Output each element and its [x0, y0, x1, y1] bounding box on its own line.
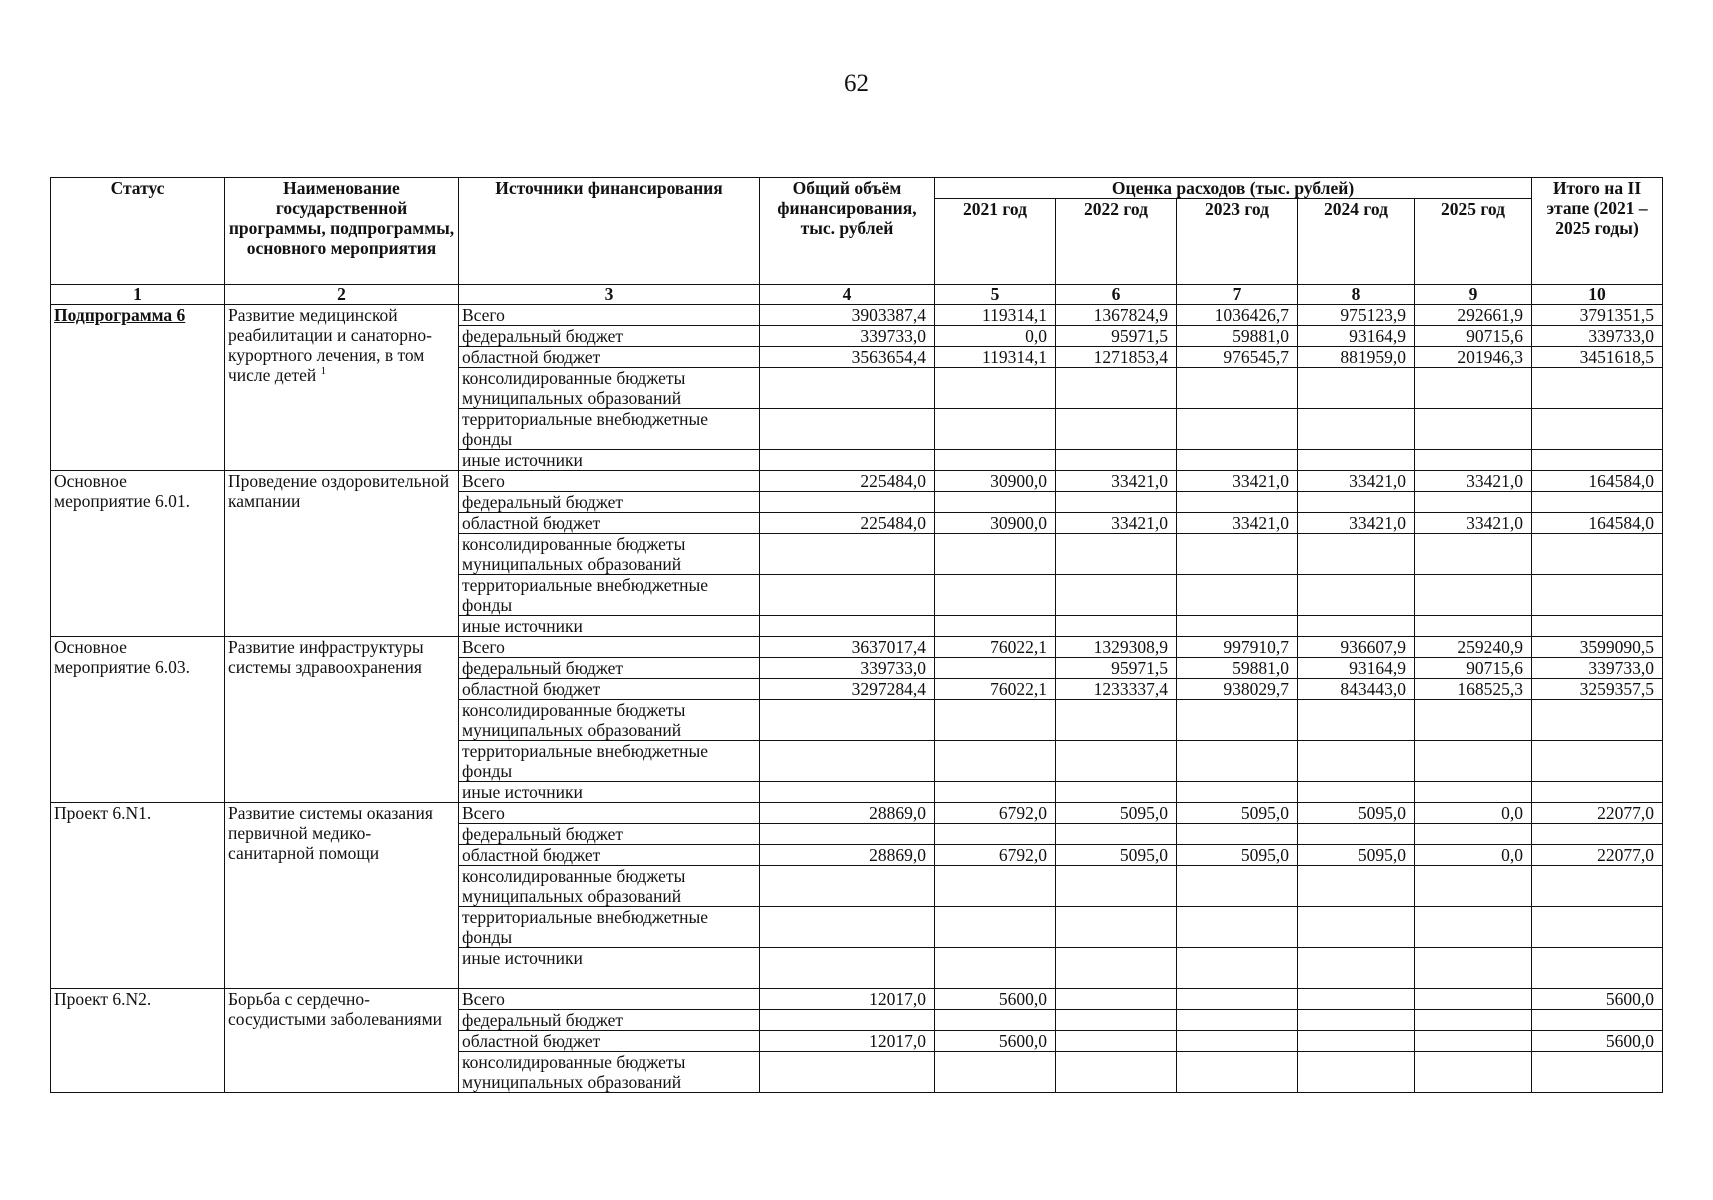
year-value-cell — [935, 700, 1056, 741]
year-value-cell: 259240,9 — [1415, 637, 1532, 658]
source-label: федеральный бюджет — [459, 492, 760, 513]
year-value-cell — [1298, 409, 1415, 450]
status-label: Основное мероприятие 6.03. — [54, 637, 191, 677]
year-value-cell — [1415, 1052, 1532, 1093]
year-value-cell: 5095,0 — [1056, 845, 1177, 866]
total-value-cell — [760, 534, 935, 575]
year-value-cell: 997910,7 — [1177, 637, 1298, 658]
status-cell — [51, 471, 225, 637]
stage-total-cell — [1532, 782, 1663, 803]
program-name-cell — [225, 989, 459, 1093]
year-value-cell: 201946,3 — [1415, 347, 1532, 368]
year-value-cell: 0,0 — [935, 326, 1056, 347]
header-total: Общий объём финансирования, тыс. рублей — [760, 178, 935, 285]
column-number: 2 — [225, 285, 459, 305]
year-value-cell: 5095,0 — [1177, 803, 1298, 824]
year-value-cell — [1415, 741, 1532, 782]
year-value-cell: 1367824,9 — [1056, 305, 1177, 326]
table-row — [51, 305, 1663, 326]
year-value-cell: 33421,0 — [1177, 513, 1298, 534]
year-value-cell — [1298, 1010, 1415, 1031]
year-value-cell — [1298, 782, 1415, 803]
source-label: консолидированные бюджеты муниципальных образований — [459, 534, 760, 575]
year-value-cell: 93164,9 — [1298, 658, 1415, 679]
program-name: Развитие медицинской реабилитации и санаторно-курортного лечения, в том числе детей — [228, 305, 432, 385]
stage-total-cell — [1532, 616, 1663, 637]
total-value-cell: 3563654,4 — [760, 347, 935, 368]
year-value-cell: 95971,5 — [1056, 326, 1177, 347]
year-value-cell — [1177, 907, 1298, 948]
year-value-cell — [935, 658, 1056, 679]
source-label: областной бюджет — [459, 679, 760, 700]
year-value-cell — [1177, 824, 1298, 845]
status-label: Проект 6.N1. — [54, 803, 152, 823]
year-value-cell — [1177, 492, 1298, 513]
year-value-cell: 95971,5 — [1056, 658, 1177, 679]
year-value-cell — [1415, 782, 1532, 803]
year-value-cell — [935, 450, 1056, 471]
year-value-cell — [935, 866, 1056, 907]
source-label: Всего — [459, 637, 760, 658]
header-estimate: Оценка расходов (тыс. рублей) — [935, 178, 1532, 199]
column-number: 6 — [1056, 285, 1177, 305]
year-value-cell — [935, 907, 1056, 948]
source-label: федеральный бюджет — [459, 1010, 760, 1031]
year-value-cell — [1415, 989, 1532, 1010]
source-label: Всего — [459, 471, 760, 492]
year-value-cell: 843443,0 — [1298, 679, 1415, 700]
year-value-cell: 5095,0 — [1298, 845, 1415, 866]
stage-total-cell: 3599090,5 — [1532, 637, 1663, 658]
year-value-cell: 33421,0 — [1415, 513, 1532, 534]
year-value-cell: 59881,0 — [1177, 658, 1298, 679]
year-value-cell — [1056, 948, 1177, 989]
year-value-cell: 90715,6 — [1415, 326, 1532, 347]
total-value-cell — [760, 575, 935, 616]
year-value-cell — [1415, 368, 1532, 409]
program-name: Развитие системы оказания первичной медико-санитарной помощи — [228, 803, 433, 863]
stage-total-cell: 3259357,5 — [1532, 679, 1663, 700]
total-value-cell: 28869,0 — [760, 803, 935, 824]
stage-total-cell — [1532, 700, 1663, 741]
total-value-cell: 339733,0 — [760, 658, 935, 679]
source-label: областной бюджет — [459, 347, 760, 368]
year-value-cell — [1415, 700, 1532, 741]
stage-total-cell: 5600,0 — [1532, 1031, 1663, 1052]
year-value-cell — [1056, 575, 1177, 616]
year-value-cell — [1056, 741, 1177, 782]
stage-total-cell — [1532, 575, 1663, 616]
year-value-cell — [935, 409, 1056, 450]
year-value-cell — [1298, 989, 1415, 1010]
year-value-cell — [1298, 700, 1415, 741]
year-value-cell — [935, 824, 1056, 845]
status-label: Основное мероприятие 6.01. — [54, 471, 191, 511]
year-value-cell — [935, 741, 1056, 782]
year-value-cell — [1177, 866, 1298, 907]
source-label: областной бюджет — [459, 845, 760, 866]
year-value-cell — [935, 782, 1056, 803]
source-label: иные источники — [459, 782, 760, 803]
total-value-cell — [760, 907, 935, 948]
year-value-cell: 0,0 — [1415, 803, 1532, 824]
year-value-cell: 5095,0 — [1177, 845, 1298, 866]
year-value-cell: 6792,0 — [935, 845, 1056, 866]
stage-total-cell: 22077,0 — [1532, 803, 1663, 824]
year-value-cell — [1298, 741, 1415, 782]
header-year: 2022 год — [1056, 199, 1177, 285]
stage-total-cell — [1532, 1010, 1663, 1031]
source-label: федеральный бюджет — [459, 658, 760, 679]
total-value-cell — [760, 1052, 935, 1093]
year-value-cell — [1298, 450, 1415, 471]
year-value-cell — [1056, 866, 1177, 907]
stage-total-cell: 22077,0 — [1532, 845, 1663, 866]
year-value-cell — [1415, 1010, 1532, 1031]
year-value-cell: 1271853,4 — [1056, 347, 1177, 368]
source-label: консолидированные бюджеты муниципальных образований — [459, 866, 760, 907]
source-label: областной бюджет — [459, 1031, 760, 1052]
header-year: 2025 год — [1415, 199, 1532, 285]
year-value-cell: 5600,0 — [935, 989, 1056, 1010]
year-value-cell — [1415, 534, 1532, 575]
year-value-cell — [1056, 616, 1177, 637]
total-value-cell — [760, 368, 935, 409]
total-value-cell — [760, 450, 935, 471]
program-name-cell — [225, 803, 459, 989]
header-stage-total: Итого на II этапе (2021 – 2025 годы) — [1532, 178, 1663, 285]
year-value-cell — [935, 948, 1056, 989]
total-value-cell — [760, 948, 935, 989]
year-value-cell: 938029,7 — [1177, 679, 1298, 700]
year-value-cell — [935, 575, 1056, 616]
year-value-cell — [1415, 450, 1532, 471]
year-value-cell — [1177, 782, 1298, 803]
program-name: Борьба с сердечно-сосудистыми заболеваниями — [228, 989, 443, 1029]
year-value-cell — [1177, 409, 1298, 450]
stage-total-cell — [1532, 824, 1663, 845]
source-label: иные источники — [459, 616, 760, 637]
total-value-cell — [760, 782, 935, 803]
year-value-cell — [1177, 616, 1298, 637]
footnote-mark: 1 — [320, 365, 327, 378]
year-value-cell — [1177, 741, 1298, 782]
year-value-cell — [1298, 534, 1415, 575]
year-value-cell: 33421,0 — [1056, 471, 1177, 492]
year-value-cell — [1056, 824, 1177, 845]
total-value-cell: 3637017,4 — [760, 637, 935, 658]
table-row — [51, 471, 1663, 492]
year-value-cell: 119314,1 — [935, 347, 1056, 368]
year-value-cell: 30900,0 — [935, 471, 1056, 492]
header-year: 2023 год — [1177, 199, 1298, 285]
source-label: федеральный бюджет — [459, 824, 760, 845]
year-value-cell — [1056, 368, 1177, 409]
source-label: консолидированные бюджеты муниципальных образований — [459, 368, 760, 409]
total-value-cell: 225484,0 — [760, 513, 935, 534]
year-value-cell — [1415, 907, 1532, 948]
header-sources: Источники финансирования — [459, 178, 760, 285]
year-value-cell — [935, 616, 1056, 637]
year-value-cell — [1298, 948, 1415, 989]
year-value-cell — [1298, 907, 1415, 948]
year-value-cell: 976545,7 — [1177, 347, 1298, 368]
financing-table — [50, 177, 1663, 1093]
year-value-cell: 0,0 — [1415, 845, 1532, 866]
source-label: консолидированные бюджеты муниципальных образований — [459, 1052, 760, 1093]
stage-total-cell — [1532, 450, 1663, 471]
year-value-cell: 1036426,7 — [1177, 305, 1298, 326]
year-value-cell: 119314,1 — [935, 305, 1056, 326]
stage-total-cell — [1532, 741, 1663, 782]
year-value-cell — [935, 534, 1056, 575]
total-value-cell: 339733,0 — [760, 326, 935, 347]
header-name: Наименование государственной программы, подпрограммы, основного мероприятия — [225, 178, 459, 285]
status-cell — [51, 305, 225, 471]
total-value-cell — [760, 824, 935, 845]
year-value-cell: 6792,0 — [935, 803, 1056, 824]
stage-total-cell — [1532, 866, 1663, 907]
year-value-cell: 33421,0 — [1177, 471, 1298, 492]
stage-total-cell — [1532, 368, 1663, 409]
total-value-cell — [760, 866, 935, 907]
year-value-cell — [1298, 492, 1415, 513]
year-value-cell — [1415, 492, 1532, 513]
year-value-cell: 975123,9 — [1298, 305, 1415, 326]
program-name-cell — [225, 305, 459, 471]
year-value-cell — [1177, 948, 1298, 989]
year-value-cell — [1056, 700, 1177, 741]
year-value-cell: 33421,0 — [1415, 471, 1532, 492]
column-number: 5 — [935, 285, 1056, 305]
year-value-cell: 93164,9 — [1298, 326, 1415, 347]
stage-total-cell: 3451618,5 — [1532, 347, 1663, 368]
year-value-cell — [1415, 824, 1532, 845]
year-value-cell — [935, 1052, 1056, 1093]
table-row — [51, 803, 1663, 824]
year-value-cell — [1415, 866, 1532, 907]
year-value-cell — [1056, 409, 1177, 450]
year-value-cell — [1298, 1052, 1415, 1093]
stage-total-cell: 164584,0 — [1532, 513, 1663, 534]
year-value-cell: 33421,0 — [1298, 513, 1415, 534]
column-number: 4 — [760, 285, 935, 305]
stage-total-cell — [1532, 534, 1663, 575]
year-value-cell: 292661,9 — [1415, 305, 1532, 326]
header-year: 2021 год — [935, 199, 1056, 285]
stage-total-cell — [1532, 1052, 1663, 1093]
year-value-cell — [1177, 534, 1298, 575]
year-value-cell: 33421,0 — [1056, 513, 1177, 534]
status-cell — [51, 989, 225, 1093]
year-value-cell: 1329308,9 — [1056, 637, 1177, 658]
total-value-cell — [760, 492, 935, 513]
source-label: территориальные внебюджетные фонды — [459, 575, 760, 616]
year-value-cell — [1177, 1010, 1298, 1031]
stage-total-cell: 339733,0 — [1532, 326, 1663, 347]
year-value-cell — [1177, 1052, 1298, 1093]
stage-total-cell — [1532, 409, 1663, 450]
year-value-cell — [1177, 989, 1298, 1010]
source-label: территориальные внебюджетные фонды — [459, 907, 760, 948]
stage-total-cell: 339733,0 — [1532, 658, 1663, 679]
year-value-cell — [935, 492, 1056, 513]
year-value-cell — [1056, 492, 1177, 513]
year-value-cell: 30900,0 — [935, 513, 1056, 534]
year-value-cell — [1415, 948, 1532, 989]
total-value-cell — [760, 616, 935, 637]
total-value-cell: 12017,0 — [760, 989, 935, 1010]
column-number: 9 — [1415, 285, 1532, 305]
total-value-cell: 3297284,4 — [760, 679, 935, 700]
table-row — [51, 637, 1663, 658]
year-value-cell: 881959,0 — [1298, 347, 1415, 368]
year-value-cell — [1056, 1010, 1177, 1031]
year-value-cell — [1056, 450, 1177, 471]
year-value-cell: 33421,0 — [1298, 471, 1415, 492]
stage-total-cell — [1532, 907, 1663, 948]
year-value-cell — [1056, 989, 1177, 1010]
year-value-cell — [1415, 575, 1532, 616]
year-value-cell: 76022,1 — [935, 679, 1056, 700]
year-value-cell — [1177, 450, 1298, 471]
page-number: 62 — [844, 70, 869, 97]
status-label: Проект 6.N2. — [54, 989, 152, 1009]
year-value-cell — [1415, 616, 1532, 637]
year-value-cell — [1056, 782, 1177, 803]
year-value-cell — [1415, 409, 1532, 450]
year-value-cell — [935, 1010, 1056, 1031]
total-value-cell — [760, 409, 935, 450]
year-value-cell — [1415, 1031, 1532, 1052]
program-name: Развитие инфраструктуры системы здравоохранения — [228, 637, 424, 677]
stage-total-cell: 3791351,5 — [1532, 305, 1663, 326]
source-label: Всего — [459, 989, 760, 1010]
table-row — [51, 989, 1663, 1010]
source-label: областной бюджет — [459, 513, 760, 534]
year-value-cell: 5095,0 — [1298, 803, 1415, 824]
total-value-cell — [760, 700, 935, 741]
source-label: иные источники — [459, 450, 760, 471]
total-value-cell: 225484,0 — [760, 471, 935, 492]
year-value-cell: 5095,0 — [1056, 803, 1177, 824]
column-number: 10 — [1532, 285, 1663, 305]
column-number: 8 — [1298, 285, 1415, 305]
year-value-cell — [1056, 907, 1177, 948]
stage-total-cell — [1532, 948, 1663, 989]
year-value-cell — [935, 368, 1056, 409]
header-year: 2024 год — [1298, 199, 1415, 285]
year-value-cell: 1233337,4 — [1056, 679, 1177, 700]
status-cell — [51, 637, 225, 803]
program-name-cell — [225, 637, 459, 803]
year-value-cell — [1298, 1031, 1415, 1052]
status-cell — [51, 803, 225, 989]
header-status: Статус — [51, 178, 225, 285]
stage-total-cell — [1532, 492, 1663, 513]
year-value-cell — [1056, 534, 1177, 575]
total-value-cell: 28869,0 — [760, 845, 935, 866]
year-value-cell — [1298, 575, 1415, 616]
year-value-cell — [1177, 1031, 1298, 1052]
year-value-cell: 936607,9 — [1298, 637, 1415, 658]
year-value-cell — [1298, 824, 1415, 845]
column-number: 7 — [1177, 285, 1298, 305]
year-value-cell: 5600,0 — [935, 1031, 1056, 1052]
stage-total-cell: 164584,0 — [1532, 471, 1663, 492]
year-value-cell — [1298, 866, 1415, 907]
year-value-cell: 168525,3 — [1415, 679, 1532, 700]
program-name-cell — [225, 471, 459, 637]
total-value-cell: 3903387,4 — [760, 305, 935, 326]
year-value-cell — [1177, 700, 1298, 741]
source-label: Всего — [459, 803, 760, 824]
year-value-cell — [1298, 368, 1415, 409]
source-label: консолидированные бюджеты муниципальных образований — [459, 700, 760, 741]
year-value-cell — [1177, 575, 1298, 616]
total-value-cell: 12017,0 — [760, 1031, 935, 1052]
year-value-cell — [1177, 368, 1298, 409]
year-value-cell: 59881,0 — [1177, 326, 1298, 347]
source-label: территориальные внебюджетные фонды — [459, 409, 760, 450]
status-label: Подпрограмма 6 — [54, 305, 186, 325]
total-value-cell — [760, 741, 935, 782]
source-label: Всего — [459, 305, 760, 326]
year-value-cell — [1056, 1052, 1177, 1093]
year-value-cell — [1056, 1031, 1177, 1052]
year-value-cell: 90715,6 — [1415, 658, 1532, 679]
year-value-cell — [1298, 616, 1415, 637]
year-value-cell: 76022,1 — [935, 637, 1056, 658]
program-name: Проведение оздоровительной кампании — [228, 471, 450, 511]
column-number: 1 — [51, 285, 225, 305]
stage-total-cell: 5600,0 — [1532, 989, 1663, 1010]
column-number: 3 — [459, 285, 760, 305]
source-label: иные источники — [459, 948, 760, 989]
source-label: территориальные внебюджетные фонды — [459, 741, 760, 782]
total-value-cell — [760, 1010, 935, 1031]
source-label: федеральный бюджет — [459, 326, 760, 347]
